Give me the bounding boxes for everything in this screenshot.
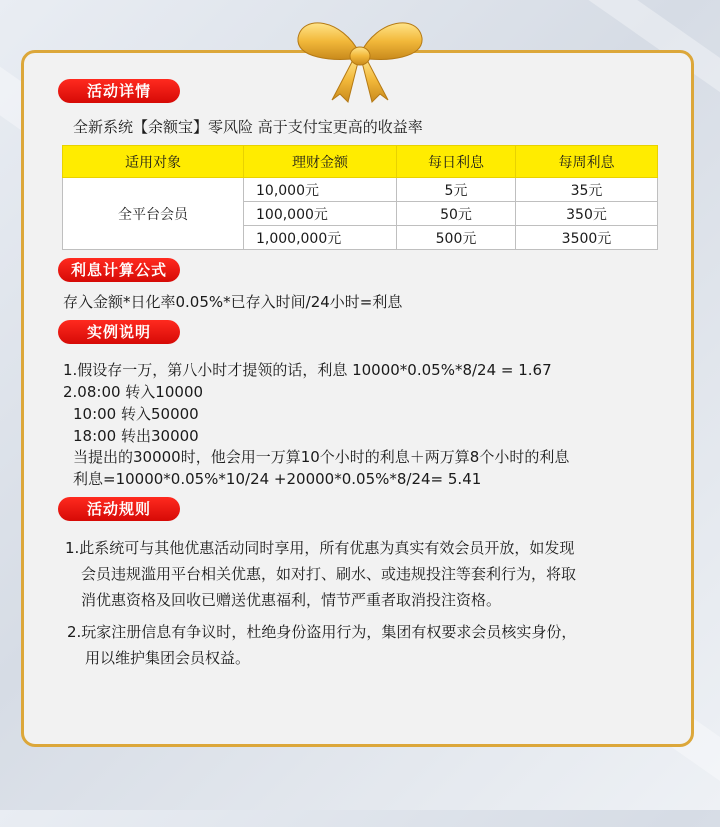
section-tag-details: 活动详情 <box>58 79 180 103</box>
example-line: 1.假设存一万，第八小时才提领的话，利息 10000*0.05%*8/24 = 1.67 <box>63 361 552 379</box>
example-line: 2.08:00 转入10000 <box>63 383 204 401</box>
table-header-row <box>63 146 658 178</box>
table-cell-weekly: 3500元 <box>516 226 658 250</box>
rule-line: 2.玩家注册信息有争议时，杜绝身份盗用行为，集团有权要求会员核实身份， <box>67 623 577 641</box>
table-cell-weekly: 35元 <box>516 178 658 202</box>
rule-line: 1.此系统可与其他优惠活动同时享用，所有优惠为真实有效会员开放，如发现 <box>65 539 575 557</box>
table-cell-daily: 5元 <box>397 178 516 202</box>
example-line: 利息=10000*0.05%*10/24 +20000*0.05%*8/24= 5.41 <box>73 470 482 488</box>
table-cell-amount: 100,000元 <box>244 202 397 226</box>
section-tag-rules: 活动规则 <box>58 497 180 521</box>
table-header: 理财金额 <box>244 146 397 178</box>
section-tag-example: 实例说明 <box>58 320 180 344</box>
table-cell-target: 全平台会员 <box>63 178 244 250</box>
table-cell-weekly: 350元 <box>516 202 658 226</box>
gift-bow-icon <box>292 8 428 104</box>
table-row <box>63 178 658 202</box>
section-tag-formula: 利息计算公式 <box>58 258 180 282</box>
formula-text: 存入金额*日化率0.05%*已存入时间/24小时=利息 <box>63 293 403 311</box>
example-line: 10:00 转入50000 <box>73 405 199 423</box>
rule-line: 用以维护集团会员权益。 <box>85 649 251 667</box>
table-cell-daily: 500元 <box>397 226 516 250</box>
intro-text: 全新系统【余额宝】零风险 高于支付宝更高的收益率 <box>73 118 423 136</box>
rule-line: 消优惠资格及回收已赠送优惠福利，情节严重者取消投注资格。 <box>81 591 502 609</box>
rule-item <box>65 535 576 613</box>
table-header: 适用对象 <box>63 146 244 178</box>
interest-table <box>62 145 658 250</box>
table-cell-amount: 10,000元 <box>244 178 397 202</box>
table-header: 每日利息 <box>397 146 516 178</box>
table-cell-daily: 50元 <box>397 202 516 226</box>
table-cell-amount: 1,000,000元 <box>244 226 397 250</box>
example-line: 18:00 转出30000 <box>73 427 199 445</box>
table-header: 每周利息 <box>516 146 658 178</box>
example-line: 当提出的30000时，他会用一万算10个小时的利息＋两万算8个小时的利息 <box>73 448 570 466</box>
rule-item <box>67 619 576 671</box>
rule-line: 会员违规滥用平台相关优惠，如对打、刷水、或违规投注等套利行为，将取 <box>81 565 577 583</box>
